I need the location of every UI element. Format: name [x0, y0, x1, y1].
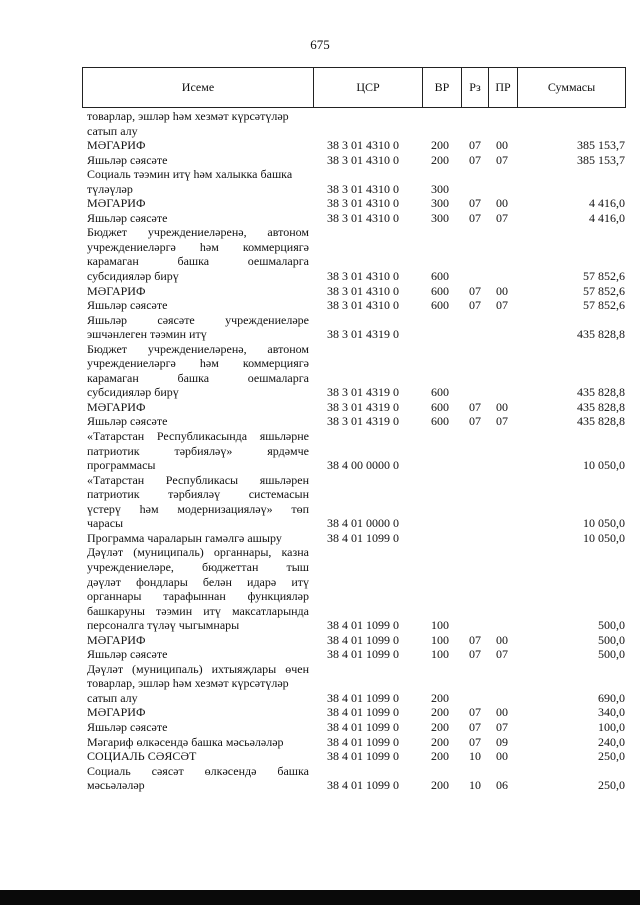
row-sum-cell: 435 828,8	[577, 327, 625, 342]
table-row	[82, 604, 625, 619]
row-pr-cell: 00	[496, 749, 508, 764]
row-csr-cell: 38 3 01 4319 0	[327, 399, 399, 414]
row-sum-cell: 500,0	[598, 632, 625, 647]
row-sum-cell: 57 852,6	[583, 298, 625, 313]
row-sum-cell: 57 852,6	[583, 283, 625, 298]
row-name-cell: үстерү һәм модернизацияләү» төп	[87, 501, 309, 516]
row-name-cell: МӘГАРИФ	[87, 399, 146, 414]
header-csr: ЦСР	[314, 68, 423, 108]
row-name-cell: программасы	[87, 458, 156, 473]
table-row	[82, 356, 625, 371]
table-row	[82, 560, 625, 575]
row-sum-cell: 4 416,0	[589, 210, 625, 225]
table-row	[82, 473, 625, 488]
row-name-cell: МӘГАРИФ	[87, 705, 146, 720]
row-csr-cell: 38 3 01 4310 0	[327, 269, 399, 284]
row-name-cell: карамаган башка оешмаларга	[87, 254, 309, 269]
row-name-cell: Яшьләр сәясәте	[87, 719, 168, 734]
row-name-cell: Яшьләр сәясәте	[87, 298, 168, 313]
row-vr-cell: 200	[431, 719, 449, 734]
row-sum-cell: 240,0	[598, 734, 625, 749]
row-name-cell: МӘГАРИФ	[87, 196, 146, 211]
header-vr: ВР	[423, 68, 462, 108]
row-name-cell: Программа чараларын гамәлгә ашыру	[87, 530, 282, 545]
row-vr-cell: 200	[431, 705, 449, 720]
table-row	[82, 138, 625, 153]
row-name-cell: Социаль сәясәт өлкәсендә башка	[87, 763, 309, 778]
row-pr-cell: 07	[496, 719, 508, 734]
budget-table-body	[82, 109, 625, 793]
row-rz-cell: 07	[469, 734, 481, 749]
row-sum-cell: 57 852,6	[583, 269, 625, 284]
table-row	[82, 109, 625, 124]
table-row	[82, 676, 625, 691]
table-row	[82, 385, 625, 400]
row-name-cell: Яшьләр сәясәте учреждениеләре	[87, 312, 309, 327]
row-vr-cell: 300	[431, 210, 449, 225]
row-sum-cell: 4 416,0	[589, 196, 625, 211]
row-sum-cell: 690,0	[598, 690, 625, 705]
row-pr-cell: 00	[496, 399, 508, 414]
row-vr-cell: 100	[431, 618, 449, 633]
header-rz: Рз	[462, 68, 489, 108]
row-name-cell: Дәүләт (муниципаль) органнары, казна	[87, 545, 309, 560]
row-csr-cell: 38 3 01 4310 0	[327, 298, 399, 313]
row-sum-cell: 500,0	[598, 647, 625, 662]
row-name-cell: Бюджет учреждениеләренә, автоном	[87, 341, 309, 356]
row-vr-cell: 200	[431, 749, 449, 764]
row-csr-cell: 38 3 01 4310 0	[327, 283, 399, 298]
row-name-cell: учреждениеләргә һәм коммерциягә	[87, 356, 309, 371]
table-row	[82, 633, 625, 648]
row-csr-cell: 38 4 01 0000 0	[327, 516, 399, 531]
row-name-cell: органнары тарафыннан функцияләр	[87, 589, 309, 604]
row-pr-cell: 07	[496, 414, 508, 429]
table-row	[82, 254, 625, 269]
table-row	[82, 531, 625, 546]
row-name-cell: Яшьләр сәясәте	[87, 152, 168, 167]
row-name-cell: Яшьләр сәясәте	[87, 414, 168, 429]
row-rz-cell: 07	[469, 152, 481, 167]
row-pr-cell: 00	[496, 632, 508, 647]
table-header	[82, 67, 626, 108]
row-vr-cell: 200	[431, 138, 449, 153]
row-pr-cell: 06	[496, 778, 508, 793]
table-row	[82, 225, 625, 240]
row-pr-cell: 07	[496, 647, 508, 662]
row-csr-cell: 38 4 01 1099 0	[327, 705, 399, 720]
row-name-cell: Дәүләт (муниципаль) ихтыяҗлары өчен	[87, 661, 309, 676]
row-rz-cell: 07	[469, 647, 481, 662]
table-row	[82, 705, 625, 720]
row-csr-cell: 38 3 01 4319 0	[327, 385, 399, 400]
row-name-cell: субсидияләр бирү	[87, 385, 179, 400]
table-row	[82, 502, 625, 517]
row-csr-cell: 38 4 01 1099 0	[327, 530, 399, 545]
row-pr-cell: 00	[496, 283, 508, 298]
row-csr-cell: 38 3 01 4310 0	[327, 210, 399, 225]
table-row	[82, 313, 625, 328]
row-csr-cell: 38 4 01 1099 0	[327, 690, 399, 705]
table-row	[82, 342, 625, 357]
row-name-cell: мәсьәләләр	[87, 778, 145, 793]
row-name-cell: «Татарстан Республикасы яшьләрен	[87, 472, 309, 487]
row-name-cell: Социаль тәэмин итү һәм халыкка башка	[87, 167, 293, 182]
row-rz-cell: 07	[469, 719, 481, 734]
row-rz-cell: 07	[469, 138, 481, 153]
row-csr-cell: 38 3 01 4310 0	[327, 152, 399, 167]
row-vr-cell: 100	[431, 647, 449, 662]
row-name-cell: товарлар, эшләр һәм хезмәт күрсәтүләр	[87, 676, 289, 691]
page-number: 675	[310, 37, 330, 52]
row-rz-cell: 07	[469, 632, 481, 647]
row-csr-cell: 38 3 01 4319 0	[327, 327, 399, 342]
row-name-cell: СОЦИАЛЬ СӘЯСӘТ	[87, 749, 197, 764]
row-name-cell: сатып алу	[87, 690, 138, 705]
row-csr-cell: 38 4 01 1099 0	[327, 632, 399, 647]
table-row	[82, 414, 625, 429]
row-sum-cell: 385 153,7	[577, 138, 625, 153]
row-csr-cell: 38 4 01 1099 0	[327, 647, 399, 662]
row-rz-cell: 07	[469, 705, 481, 720]
scan-bottom-border	[0, 890, 640, 905]
row-name-cell: Бюджет учреждениеләренә, автоном	[87, 225, 309, 240]
row-name-cell: патриотик тәрбияләү системасын	[87, 487, 309, 502]
row-vr-cell: 100	[431, 632, 449, 647]
row-vr-cell: 600	[431, 385, 449, 400]
table-row	[82, 153, 625, 168]
row-rz-cell: 07	[469, 414, 481, 429]
table-row	[82, 720, 625, 735]
row-name-cell: МӘГАРИФ	[87, 138, 146, 153]
table-row	[82, 444, 625, 459]
row-name-cell: Яшьләр сәясәте	[87, 210, 168, 225]
row-name-cell: МӘГАРИФ	[87, 283, 146, 298]
row-pr-cell: 07	[496, 152, 508, 167]
table-row	[82, 298, 625, 313]
row-rz-cell: 10	[469, 749, 481, 764]
table-row	[82, 545, 625, 560]
row-rz-cell: 07	[469, 210, 481, 225]
row-csr-cell: 38 4 01 1099 0	[327, 719, 399, 734]
row-csr-cell: 38 3 01 4310 0	[327, 181, 399, 196]
table-row	[82, 691, 625, 706]
row-name-cell: субсидияләр бирү	[87, 269, 179, 284]
row-vr-cell: 600	[431, 298, 449, 313]
table-row	[82, 167, 625, 182]
row-name-cell: патриотик тәрбияләү» ярдәмче	[87, 443, 309, 458]
row-vr-cell: 300	[431, 196, 449, 211]
row-sum-cell: 435 828,8	[577, 399, 625, 414]
table-row	[82, 662, 625, 677]
row-sum-cell: 500,0	[598, 618, 625, 633]
row-pr-cell: 00	[496, 196, 508, 211]
table-row	[82, 182, 625, 197]
table-row	[82, 764, 625, 779]
table-row	[82, 196, 625, 211]
table-row	[82, 240, 625, 255]
table-row	[82, 516, 625, 531]
row-pr-cell: 09	[496, 734, 508, 749]
table-row	[82, 487, 625, 502]
row-name-cell: сатып алу	[87, 123, 138, 138]
row-name-cell: башкаруны тәэмин итү максатларында	[87, 603, 309, 618]
row-pr-cell: 00	[496, 705, 508, 720]
row-rz-cell: 10	[469, 778, 481, 793]
row-sum-cell: 100,0	[598, 719, 625, 734]
header-pr: ПР	[489, 68, 518, 108]
row-sum-cell: 250,0	[598, 778, 625, 793]
row-name-cell: карамаган башка оешмаларга	[87, 370, 309, 385]
row-vr-cell: 600	[431, 414, 449, 429]
row-vr-cell: 200	[431, 778, 449, 793]
row-vr-cell: 200	[431, 734, 449, 749]
row-csr-cell: 38 4 01 1099 0	[327, 778, 399, 793]
row-vr-cell: 600	[431, 399, 449, 414]
row-sum-cell: 10 050,0	[583, 458, 625, 473]
row-name-cell: дәүләт фондлары белән идарә итү	[87, 574, 309, 589]
table-row	[82, 211, 625, 226]
row-csr-cell: 38 4 01 1099 0	[327, 734, 399, 749]
row-vr-cell: 600	[431, 269, 449, 284]
row-csr-cell: 38 3 01 4310 0	[327, 196, 399, 211]
row-rz-cell: 07	[469, 298, 481, 313]
table-row	[82, 371, 625, 386]
row-name-cell: Мәгариф өлкәсендә башка мәсьәләләр	[87, 734, 284, 749]
row-sum-cell: 385 153,7	[577, 152, 625, 167]
row-name-cell: персоналга түләү чыгымнары	[87, 618, 240, 633]
row-vr-cell: 600	[431, 283, 449, 298]
row-rz-cell: 07	[469, 283, 481, 298]
table-row	[82, 589, 625, 604]
row-pr-cell: 00	[496, 138, 508, 153]
table-row	[82, 284, 625, 299]
row-sum-cell: 340,0	[598, 705, 625, 720]
table-row	[82, 575, 625, 590]
row-name-cell: Яшьләр сәясәте	[87, 647, 168, 662]
row-name-cell: чарасы	[87, 516, 124, 531]
row-pr-cell: 07	[496, 210, 508, 225]
row-name-cell: учреждениеләре, бюджеттан тыш	[87, 559, 309, 574]
table-row	[82, 124, 625, 139]
table-row	[82, 327, 625, 342]
row-sum-cell: 10 050,0	[583, 516, 625, 531]
row-csr-cell: 38 3 01 4310 0	[327, 138, 399, 153]
row-vr-cell: 200	[431, 152, 449, 167]
row-name-cell: «Татарстан Республикасында яшьләрне	[87, 429, 309, 444]
row-vr-cell: 200	[431, 690, 449, 705]
row-sum-cell: 435 828,8	[577, 385, 625, 400]
row-csr-cell: 38 4 00 0000 0	[327, 458, 399, 473]
row-name-cell: товарлар, эшләр һәм хезмәт күрсәтүләр	[87, 109, 289, 123]
header-sum: Суммасы	[518, 68, 626, 108]
table-row	[82, 735, 625, 750]
row-name-cell: эшчәнлеген тәэмин итү	[87, 327, 207, 342]
table-row	[82, 429, 625, 444]
row-csr-cell: 38 3 01 4319 0	[327, 414, 399, 429]
row-sum-cell: 435 828,8	[577, 414, 625, 429]
table-row	[82, 400, 625, 415]
header-name: Исеме	[83, 68, 314, 108]
row-name-cell: МӘГАРИФ	[87, 632, 146, 647]
row-name-cell: учреждениеләргә һәм коммерциягә	[87, 239, 309, 254]
row-vr-cell: 300	[431, 181, 449, 196]
row-pr-cell: 07	[496, 298, 508, 313]
table-row	[82, 749, 625, 764]
table-row	[82, 778, 625, 793]
table-row	[82, 269, 625, 284]
row-rz-cell: 07	[469, 196, 481, 211]
table-row	[82, 458, 625, 473]
row-rz-cell: 07	[469, 399, 481, 414]
row-sum-cell: 250,0	[598, 749, 625, 764]
table-row	[82, 647, 625, 662]
row-name-cell: түләүләр	[87, 181, 133, 196]
row-csr-cell: 38 4 01 1099 0	[327, 749, 399, 764]
row-sum-cell: 10 050,0	[583, 530, 625, 545]
row-csr-cell: 38 4 01 1099 0	[327, 618, 399, 633]
table-row	[82, 618, 625, 633]
